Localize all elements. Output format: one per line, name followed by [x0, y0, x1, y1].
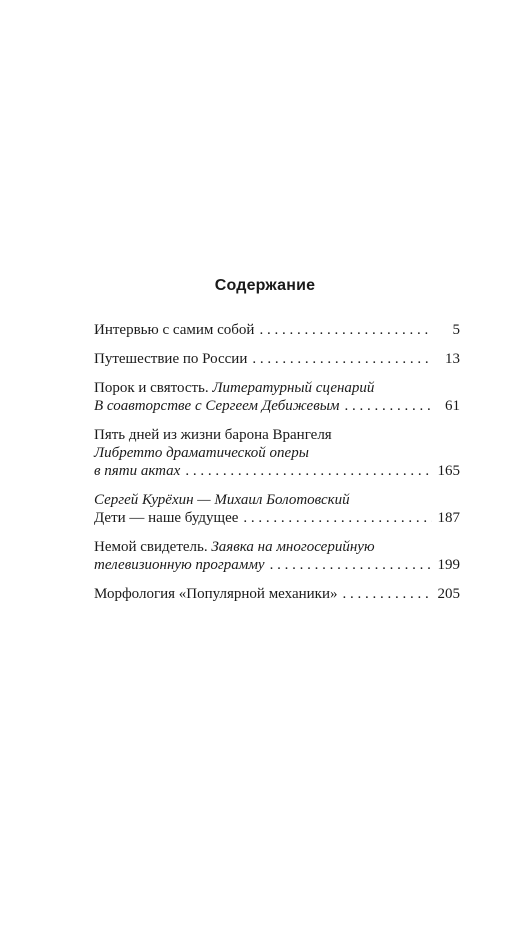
toc-entry[interactable] — [94, 321, 460, 339]
toc-entry[interactable] — [94, 538, 460, 574]
toc-entry-line — [94, 379, 460, 397]
toc-entry-title: Пять дней из жизни барона Врангеля — [94, 427, 332, 443]
dot-leader — [259, 321, 432, 339]
toc-entry-line — [94, 321, 460, 339]
toc-entry-title: Морфология «Популярной механики» — [94, 586, 338, 602]
dot-leader — [252, 350, 432, 368]
toc-entry-title: Порок и святость. — [94, 380, 209, 396]
toc-page-number: 13 — [445, 351, 460, 367]
toc-entry-line — [94, 491, 460, 509]
table-of-contents — [94, 321, 460, 614]
toc-entry[interactable] — [94, 379, 460, 415]
toc-entry-subtitle: Либретто драматической оперы — [94, 445, 309, 461]
toc-entry-line — [94, 585, 460, 603]
toc-entry-title: Немой свидетель. — [94, 539, 208, 555]
dot-leader — [243, 509, 432, 527]
toc-page-number: 61 — [445, 398, 460, 414]
toc-entry-subtitle: Сергей Курёхин — Михаил Болотовский — [94, 492, 350, 508]
toc-entry-subtitle: Литературный сценарий — [212, 380, 375, 396]
toc-entry-subtitle: в пяти актах — [94, 463, 181, 479]
dot-leader — [342, 585, 432, 603]
toc-entry-line — [94, 462, 460, 480]
toc-page-number: 205 — [437, 586, 460, 602]
toc-entry-title: Путешествие по России — [94, 351, 248, 367]
toc-entry-line — [94, 426, 460, 444]
toc-entry-title: Дети — наше будущее — [94, 510, 239, 526]
dot-leader — [344, 397, 432, 415]
toc-entry-line — [94, 397, 460, 415]
toc-entry[interactable] — [94, 350, 460, 368]
toc-entry[interactable] — [94, 585, 460, 603]
toc-entry-subtitle: телевизионную программу — [94, 557, 265, 573]
toc-entry-line — [94, 556, 460, 574]
dot-leader — [185, 462, 432, 480]
toc-page-number: 165 — [437, 463, 460, 479]
toc-entry-subtitle: Заявка на многосерийную — [211, 539, 375, 555]
toc-page-number: 187 — [437, 510, 460, 526]
toc-page-number: 5 — [452, 322, 460, 338]
toc-entry-line — [94, 509, 460, 527]
toc-entry-title: Интервью с самим собой — [94, 322, 255, 338]
toc-entry-line — [94, 444, 460, 462]
toc-title: Содержание — [214, 277, 316, 294]
toc-entry-line — [94, 538, 460, 556]
toc-entry[interactable] — [94, 426, 460, 480]
toc-entry-subtitle: В соавторстве с Сергеем Дебижевым — [94, 398, 340, 414]
toc-entry-line — [94, 350, 460, 368]
dot-leader — [270, 556, 432, 574]
toc-entry[interactable] — [94, 491, 460, 527]
toc-page-number: 199 — [437, 557, 460, 573]
